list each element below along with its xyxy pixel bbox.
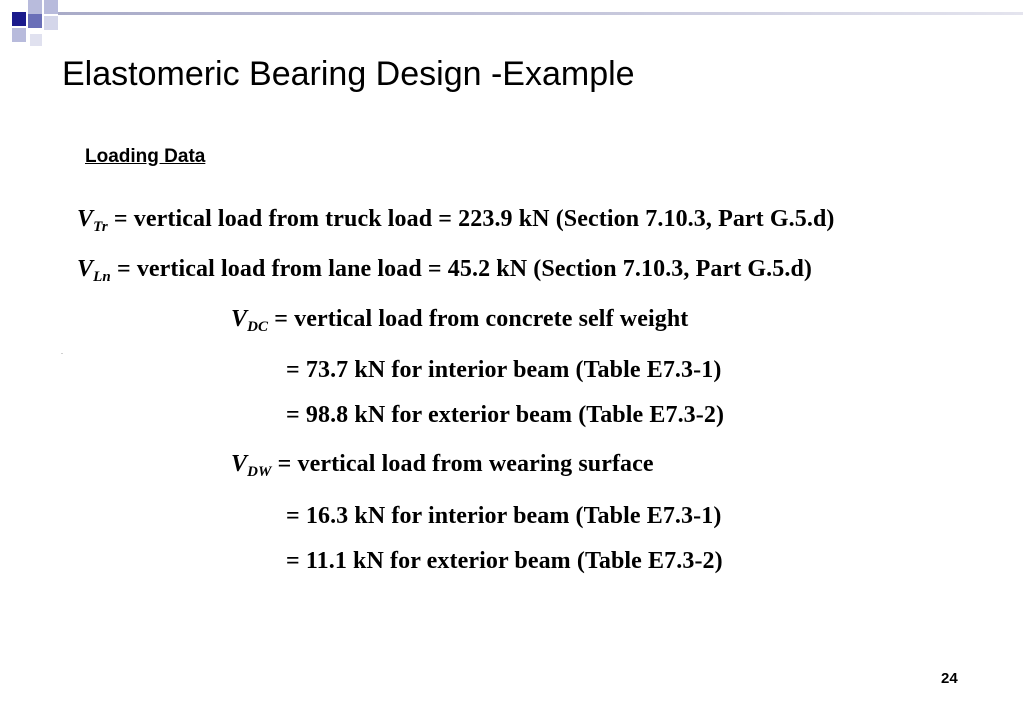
deco-square [28,0,42,14]
page-number: 24 [941,670,958,687]
deco-square [44,16,58,30]
page-title: Elastomeric Bearing Design -Example [62,55,635,93]
deco-square [12,28,26,42]
deco-square [30,34,42,46]
equation-dw-interior [286,503,721,530]
equation-text: = vertical load from wearing surface [277,451,654,477]
variable: $V_{DC}$ [231,306,269,335]
stray-mark [61,353,63,354]
header-rule [58,12,1023,15]
equation-dw-load [231,451,654,478]
variable: $V_{Tr}$ [77,206,108,235]
equation-text: = 11.1 kN for exterior beam (Table E7.3-2) [286,548,723,574]
equation-text: = 16.3 kN for interior beam (Table E7.3-1) [286,503,722,529]
equation-dw-exterior [286,548,723,575]
equation-text: = 73.7 kN for interior beam (Table E7.3-1) [286,357,722,383]
equation-text: = vertical load from truck load = 223.9 kN (Section 7.10.3, Part G.5.d) [113,206,835,232]
equation-dc-load [231,306,688,333]
equation-text: = vertical load from concrete self weight [274,306,689,332]
deco-square [44,0,58,14]
equation-text: = 98.8 kN for exterior beam (Table E7.3-2) [286,402,725,428]
variable: $V_{Ln}$ [77,256,111,285]
deco-square [12,12,26,26]
section-heading: Loading Data [85,146,206,167]
equation-lane-load [77,256,812,283]
equation-dc-interior [286,357,721,384]
equation-dc-exterior [286,402,724,429]
equation-truck-load [77,206,834,233]
variable: $V_{DW}$ [231,451,272,480]
deco-square [28,14,42,28]
equation-text: = vertical load from lane load = 45.2 kN (Section 7.10.3, Part G.5.d) [116,256,813,282]
corner-decoration [0,0,70,50]
